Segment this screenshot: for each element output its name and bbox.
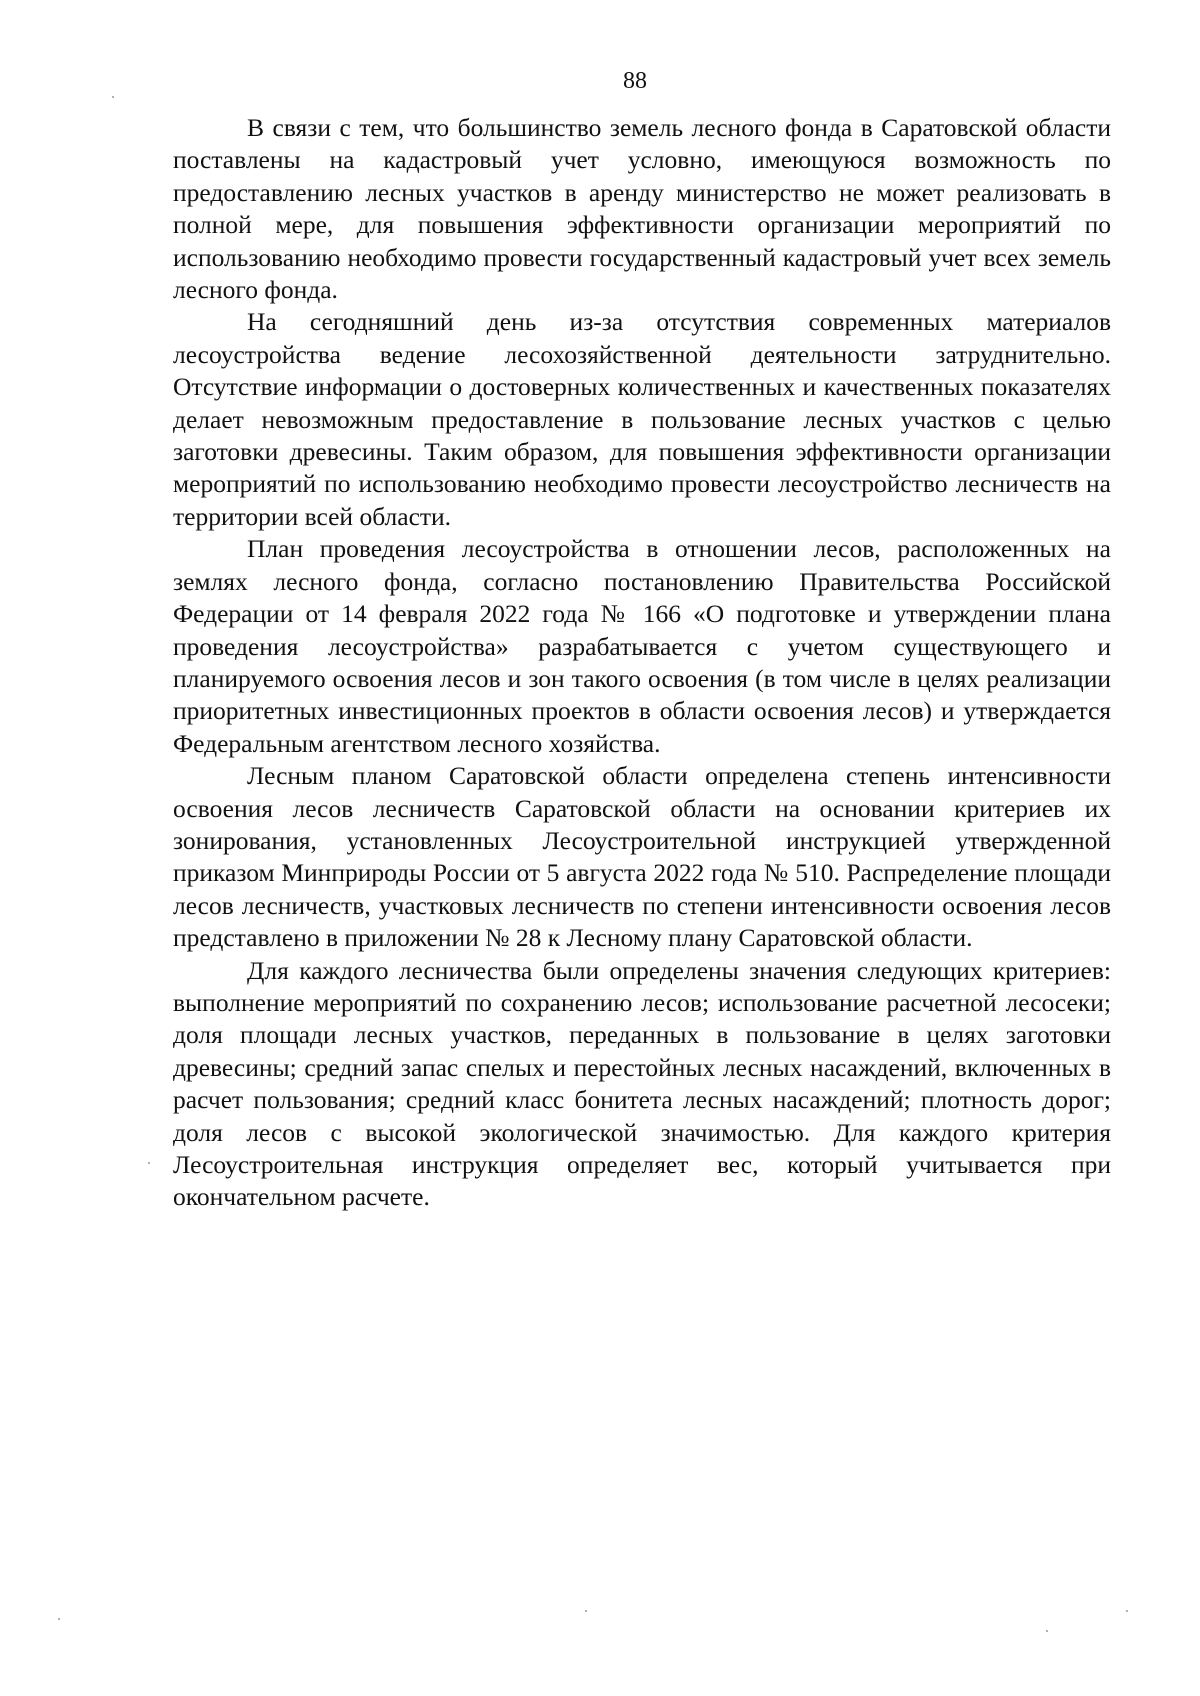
scan-speck xyxy=(148,1162,150,1164)
paragraph-forest-inventory-plan: План проведения лесоустройства в отношении лесов, расположенных на землях лесного фонда, согласно постановлению Правительства Российской Федерации от 14 февраля 2022 года № 166 «О подготовке и утверждении плана проведения лесоустройства» разрабатывается с учетом существующего и планируемого освоения лесов и зон такого освоения (в том числе в целях реализации приоритетных инвестиционных проектов в области освоения лесов) и утверждается Федеральным агентством лесного хозяйства. xyxy=(173,534,1111,758)
page-number: 88 xyxy=(623,68,647,94)
scan-speck xyxy=(1126,1610,1128,1612)
paragraph-intensity-zoning: Лесным планом Саратовской области определена степень интенсивности освоения лесов лесничеств Саратовской области на основании критериев их зонирования, установленных Лесоустроительной инструкцией утвержденной приказом Минприроды России от 5 августа 2022 года № 510. Распределение площади лесов лесничеств, участковых лесничеств по степени интенсивности освоения лесов представлено в приложении № 28 к Лесному плану Саратовской области. xyxy=(173,761,1111,953)
scan-speck xyxy=(112,96,114,98)
paragraph-criteria: Для каждого лесничества были определены значения следующих критериев: выполнение мероприятий по сохранению лесов; использование расчетной лесосеки; доля площади лесных участков, переданных в пользование в целях заготовки древесины; средний запас спелых и перестойных лесных насаждений, включенных в расчет пользования; средний класс бонитета лесных насаждений; плотность дорог; доля лесов с высокой экологической значимостью. Для каждого критерия Лесоустроительная инструкция определяет вес, который учитывается при окончательном расчете. xyxy=(173,955,1111,1212)
paragraph-cadastral-registration: В связи с тем, что большинство земель лесного фонда в Саратовской области поставлены на кадастровый учет условно, имеющуюся возможность по предоставлению лесных участков в аренду министерство не может реализовать в полной мере, для повышения эффективности организации мероприятий по использованию необходимо провести государственный кадастровый учет всех земель лесного фонда. xyxy=(173,113,1111,305)
document-body xyxy=(173,112,1111,1214)
paragraph-forest-inventory-absence: На сегодняшний день из-за отсутствия современных материалов лесоустройства ведение лесохозяйственной деятельности затруднительно. Отсутствие информации о достоверных количественных и качественных показателях делает невозможным предоставление в пользование лесных участков с целью заготовки древесины. Таким образом, для повышения эффективности организации мероприятий по использованию необходимо провести лесоустройство лесничеств на территории всей области. xyxy=(173,307,1111,531)
scan-speck xyxy=(585,1610,587,1612)
scan-speck xyxy=(58,1618,60,1620)
scan-speck xyxy=(1046,1630,1048,1632)
